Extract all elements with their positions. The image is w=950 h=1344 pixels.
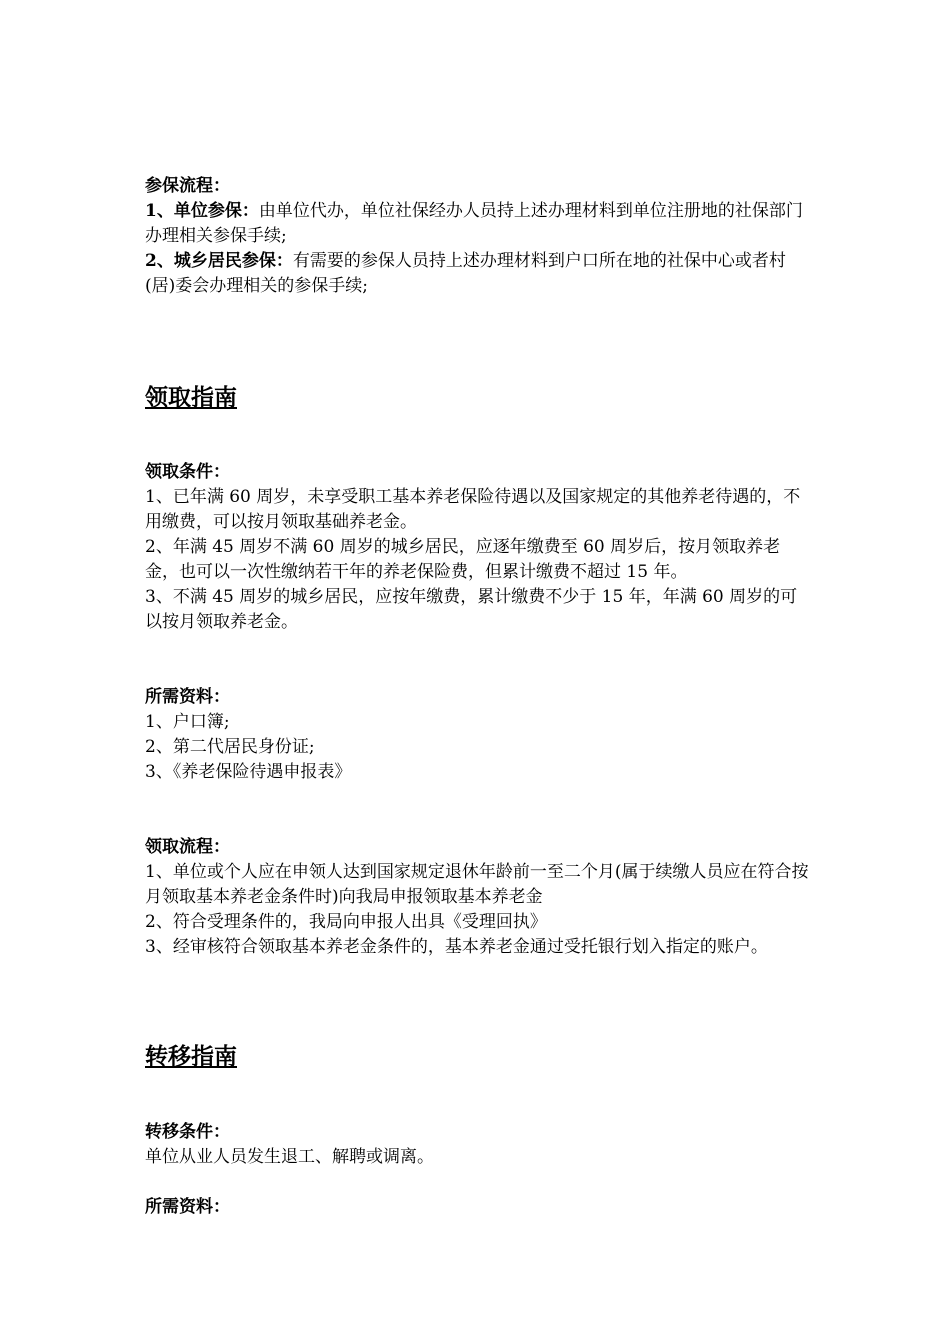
insure-process-label: 参保流程： (145, 176, 230, 196)
collect-conditions-label: 领取条件： (145, 462, 230, 482)
collect-condition-item-1: 1、已年满 60 周岁，未享受职工基本养老保险待遇以及国家规定的其他养老待遇的，不用缴费，可以按月领取基础养老金。 (145, 487, 801, 532)
transfer-conditions-section (145, 1120, 810, 1170)
transfer-heading: 转移指南 (145, 1043, 237, 1070)
insure-process-section (145, 174, 810, 299)
collect-process-item-1: 1、单位或个人应在申领人达到国家规定退休年龄前一至二个月(属于续缴人员应在符合按月领取基本养老金条件时)向我局申报领取基本养老金 (145, 862, 809, 907)
collect-materials-label: 所需资料： (145, 687, 230, 707)
insure-unit-item (145, 199, 810, 249)
collect-process-label: 领取流程： (145, 837, 230, 857)
transfer-materials-label: 所需资料： (145, 1197, 230, 1217)
collect-material-item-2: 2、第二代居民身份证; (145, 737, 315, 757)
insure-resident-text: 有需要的参保人员持上述办理材料到户口所在地的社保中心或者村(居)委会办理相关的参保手续; (145, 251, 786, 296)
collect-conditions-section (145, 460, 810, 635)
transfer-conditions-label: 转移条件： (145, 1122, 230, 1142)
collect-condition-item-2: 2、年满 45 周岁不满 60 周岁的城乡居民，应逐年缴费至 60 周岁后，按月领取养老金，也可以一次性缴纳若干年的养老保险费，但累计缴费不超过 15 年。 (145, 537, 781, 582)
collect-material-item-3: 3、《养老保险待遇申报表》 (145, 762, 352, 782)
insure-unit-text: 由单位代办，单位社保经办人员持上述办理材料到单位注册地的社保部门办理相关参保手续; (145, 201, 803, 246)
collect-process-section (145, 835, 810, 960)
insure-resident-item (145, 249, 810, 299)
transfer-materials-section (145, 1195, 810, 1220)
collect-condition-item-3: 3、不满 45 周岁的城乡居民，应按年缴费，累计缴费不少于 15 年，年满 60 周岁的可以按月领取养老金。 (145, 587, 798, 632)
collect-heading: 领取指南 (145, 384, 237, 411)
insure-resident-lead: 2、城乡居民参保： (145, 251, 293, 271)
collect-process-item-2: 2、符合受理条件的，我局向申报人出具《受理回执》 (145, 912, 547, 932)
collect-material-item-1: 1、户口簿; (145, 712, 230, 732)
collect-materials-section (145, 685, 810, 785)
transfer-condition-text: 单位从业人员发生退工、解聘或调离。 (145, 1147, 434, 1167)
insure-unit-lead: 1、单位参保： (145, 201, 259, 221)
collect-process-item-3: 3、经审核符合领取基本养老金条件的，基本养老金通过受托银行划入指定的账户。 (145, 937, 768, 957)
